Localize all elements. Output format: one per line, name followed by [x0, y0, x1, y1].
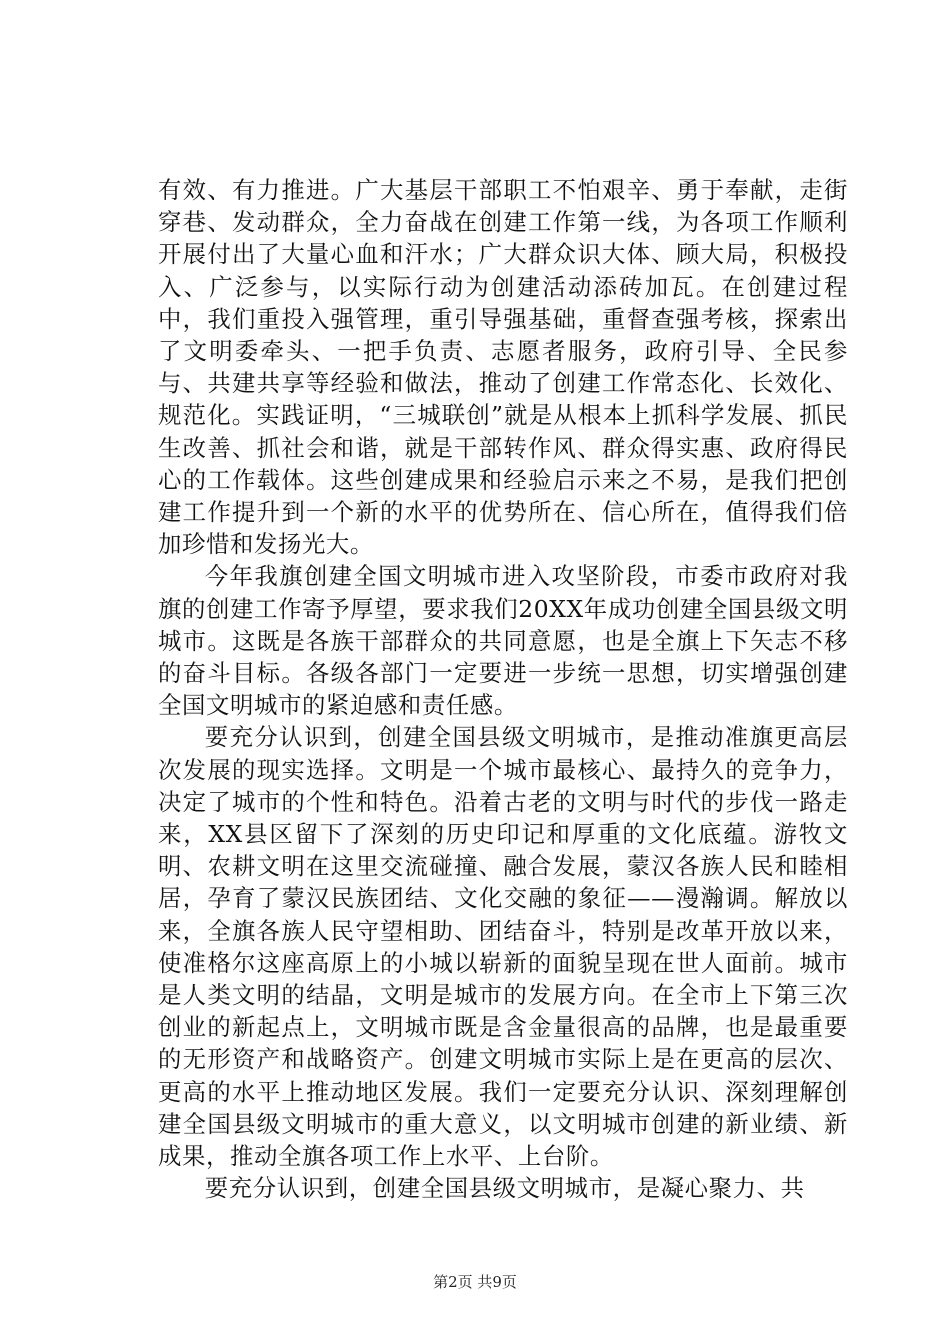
paragraph-cohesion: 要充分认识到，创建全国县级文明城市，是凝心聚力、共 — [204, 1174, 805, 1203]
document-body — [158, 174, 848, 1205]
paragraph-continuation: 有效、有力推进。广大基层干部职工不怕艰辛、勇于奉献，走街穿巷、发动群众，全力奋战在创建工作第一线，为各项工作顺利开展付出了大量心血和汗水；广大群众识大体、顾大局，积极投入、广泛参与，以实际行动为创建活动添砖加瓦。在创建过程中，我们重投入强管理，重引导强基础，重督查强考核，探索出了文明委牵头、一把手负责、志愿者服务，政府引导、全民参与、共建共享等经验和做法，推动了创建工作常态化、长效化、规范化。实践证明，“三城联创”就是从根本上抓科学发展、抓民生改善、抓社会和谐，就是干部转作风、群众得实惠、政府得民心的工作载体。这些创建成果和经验启示来之不易，是我们把创建工作提升到一个新的水平的优势所在、信心所在，值得我们倍加珍惜和发扬光大。 — [158, 176, 848, 559]
page-footer: 第2页 共9页 — [433, 1273, 517, 1291]
paragraph-realistic-choice: 要充分认识到，创建全国县级文明城市，是推动准旗更高层次发展的现实选择。文明是一个城市最核心、最持久的竞争力，决定了城市的个性和特色。沿着古老的文明与时代的步伐一路走来，XX县区留下了深刻的历史印记和厚重的文化底蕴。游牧文明、农耕文明在这里交流碰撞、融合发展，蒙汉各族人民和睦相居，孕育了蒙汉民族团结、文化交融的象征——漫瀚调。解放以来，全旗各族人民守望相助、团结奋斗，特别是改革开放以来，使准格尔这座高原上的小城以崭新的面貌呈现在世人面前。城市是人类文明的结晶，文明是城市的发展方向。在全市上下第三次创业的新起点上，文明城市既是含金量很高的品牌，也是最重要的无形资产和战略资产。创建文明城市实际上是在更高的层次、更高的水平上推动地区发展。我们一定要充分认识、深刻理解创建全国县级文明城市的重大意义，以文明城市创建的新业绩、新成果，推动全旗各项工作上水平、上台阶。 — [158, 723, 848, 1171]
paragraph-goal: 今年我旗创建全国文明城市进入攻坚阶段，市委市政府对我旗的创建工作寄予厚望，要求我们20XX年成功创建全国县级文明城市。这既是各族干部群众的共同意愿，也是全旗上下矢志不移的奋斗目标。各级各部门一定要进一步统一思想，切实增强创建全国文明城市的紧迫感和责任感。 — [158, 562, 848, 720]
